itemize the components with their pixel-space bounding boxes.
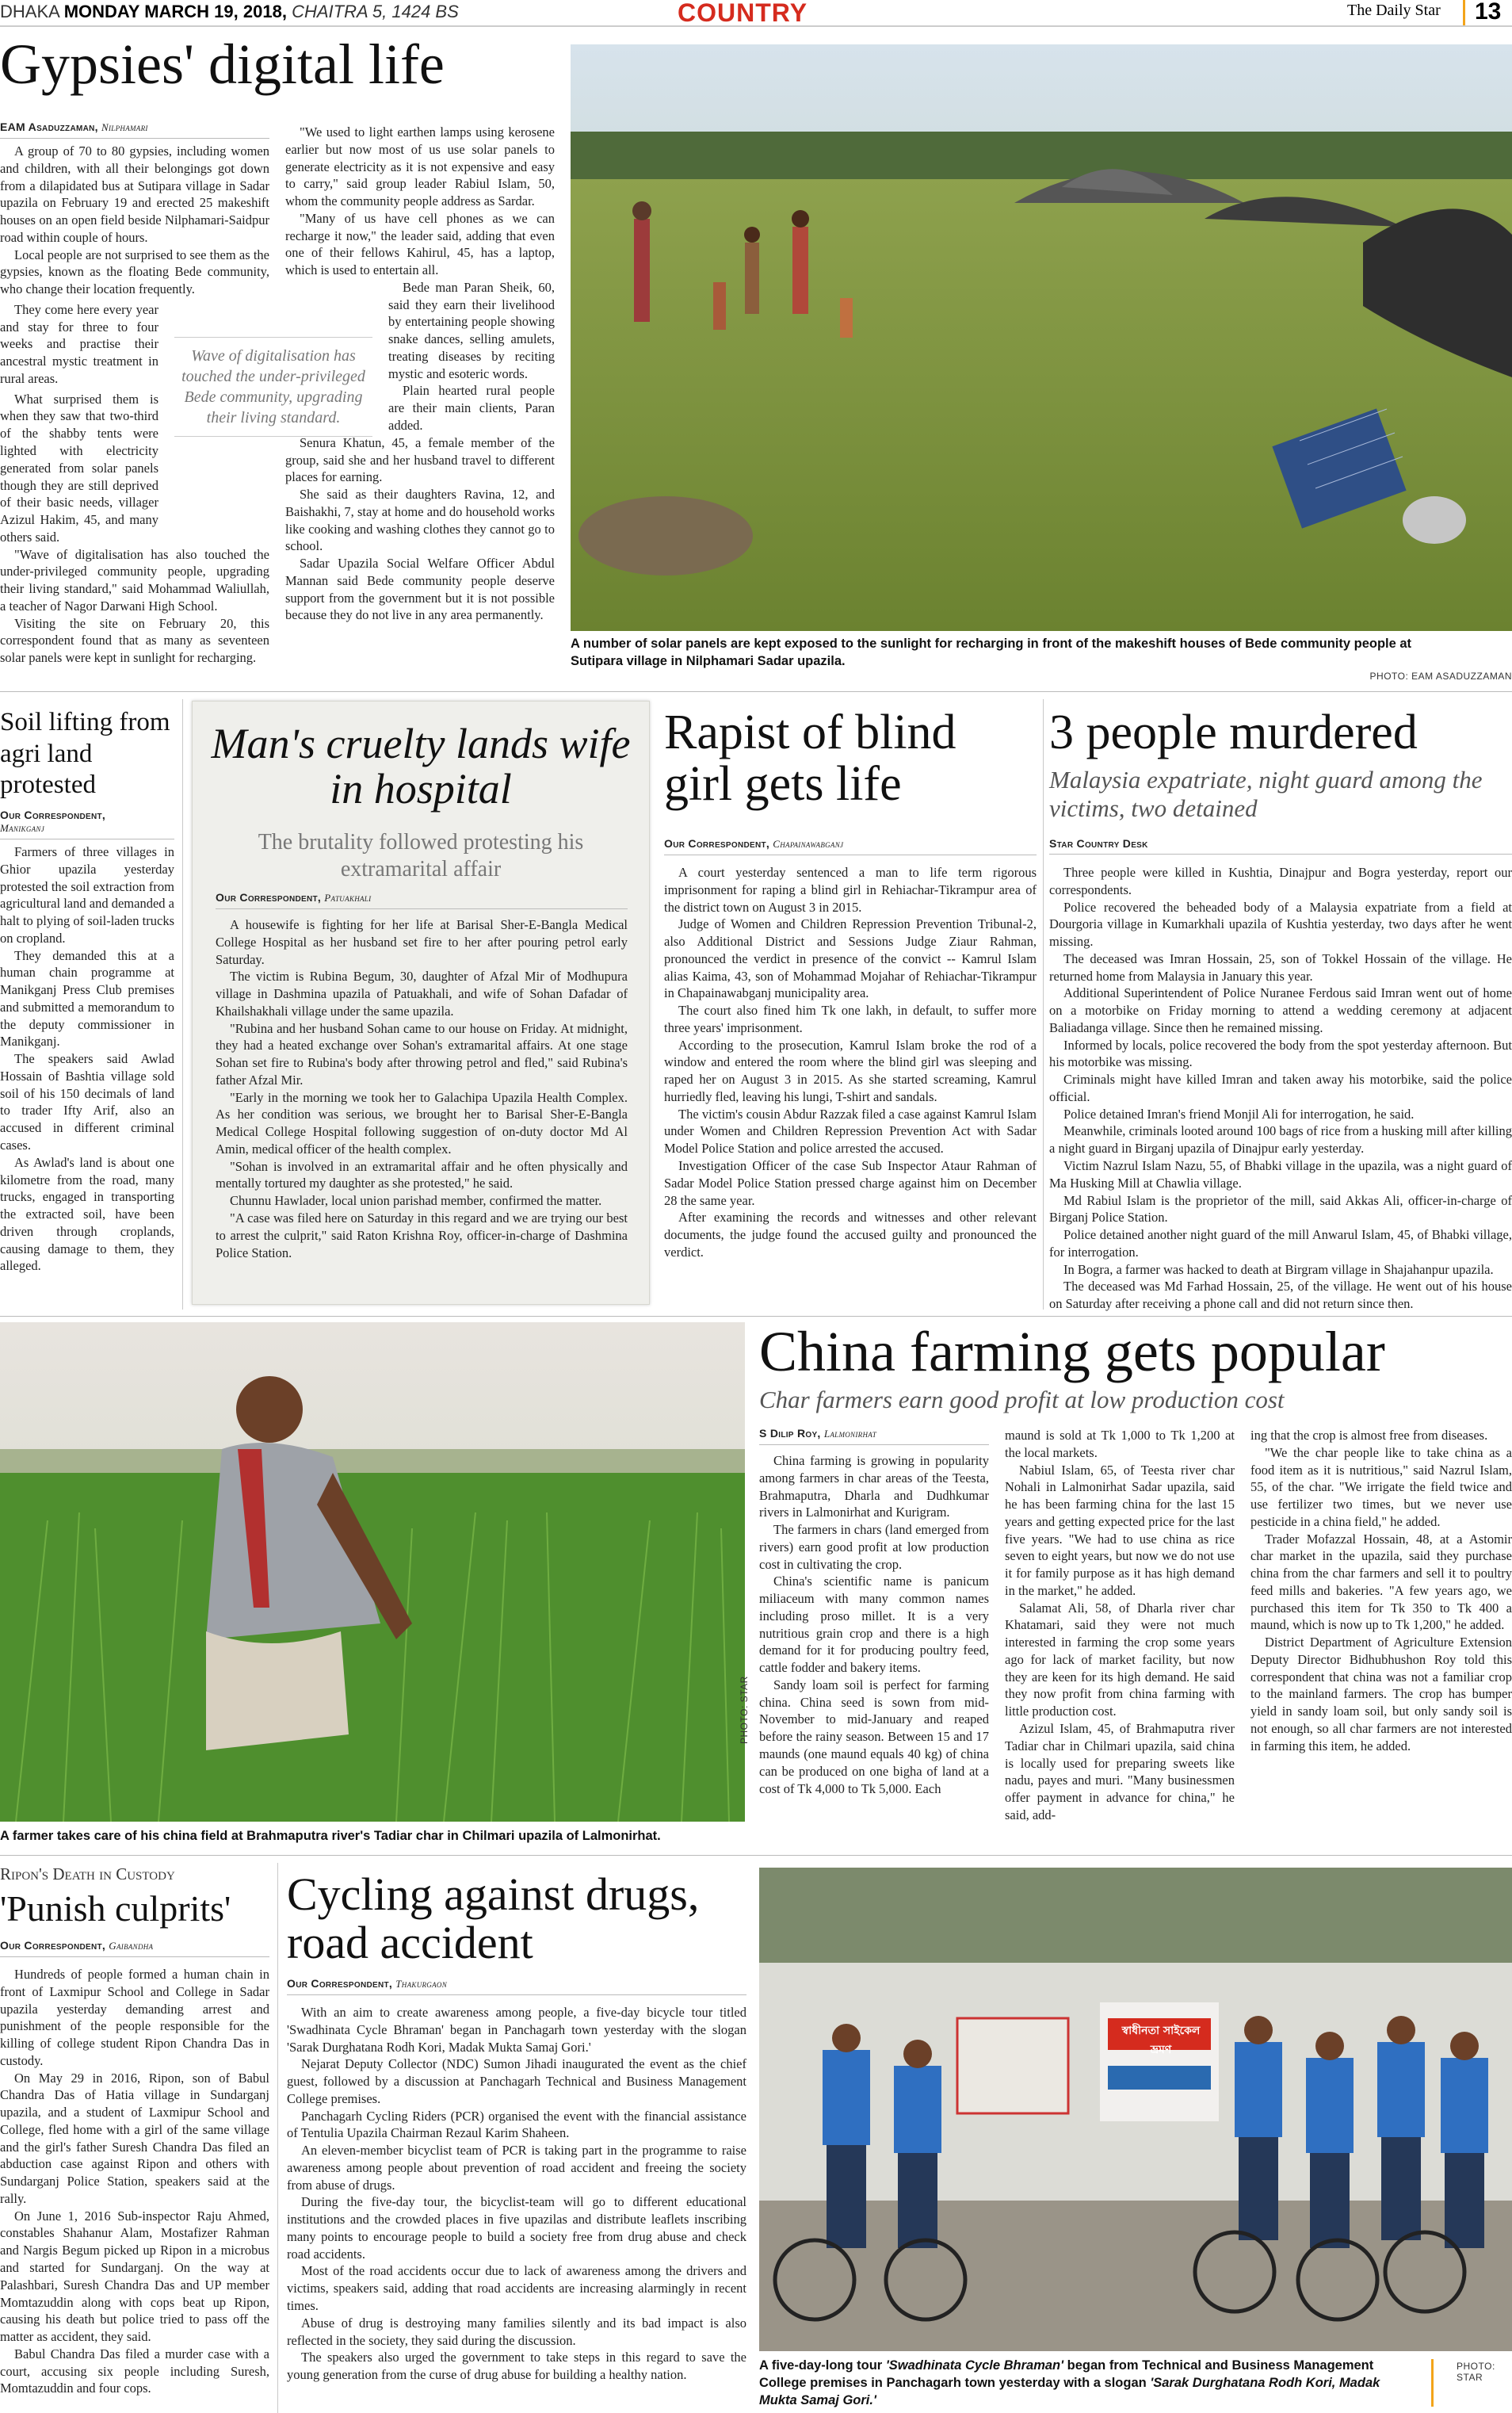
ripon-kicker: Ripon's Death in Custody: [0, 1864, 175, 1883]
gypsies-photo: [571, 44, 1512, 631]
china-photo: [0, 1322, 745, 1822]
cycling-photo: [759, 1868, 1512, 2351]
cycling-credit: PHOTO: STAR: [1457, 2361, 1495, 2383]
murdered-body: Three people were killed in Kushtia, Dinajpur and Bogra yesterday, report our correspondents. Police recovered the beheaded body of a Malaysia expatriate from a field at Dourgoria village in Kumarkhali upazila of Kushtia yesterday, two days after he went missing. The deceased was Imran Hossain, 25, son of Tokkel Hossain of the village. He returned home from Malaysia in January this year. Additional Superintendent of Police Nuranee Ferdous said Imran went out of home on a motorbike on Friday morning to attend a wedding ceremony at adjacent Baliadanga village. Since then he remained missing. Informed by locals, police recovered the body from the spot yesterday afternoon. But his motorbike was missing. Criminals might have killed Imran and taken away his motorbike, said the police official. Police detained Imran's friend Monjil Ali for interrogation, he said. Meanwhile, criminals looted around 100 bags of rice from a husking mill after killing a night guard in Birganj upazila of Dinajpur early yesterday. Victim Nazrul Islam Nazu, 55, of Bhabki village in the upazila, was a night guard of Ma Husking Mill at Chawlia village. Md Rabiul Islam is the proprietor of the mill, said Akkas Ali, officer-in-charge of Birganj Police Station. Police detained another night guard of the mill Anwarul Islam, 45, of Bhabki village, for interrogation. In Bogra, a farmer was hacked to death at Birgram village in Shajahanpur upazila. The deceased was Md Farhad Hossain, 25, of the village. He went out of his house on Saturday after receiving a phone call and did not return since then.: [1049, 865, 1512, 1312]
divider: [0, 1316, 1512, 1317]
soil-headline: Soil lifting from agri land protested: [0, 708, 170, 800]
cycling-headline: Cycling against drugs, road accident: [287, 1868, 700, 1968]
rapist-headline: Rapist of blind girl gets life: [664, 706, 956, 812]
ripon-body: Hundreds of people formed a human chain in front of Laxmipur School and College in Sadar upazila yesterday demanding arrest and punishment of the people responsible for the killing of college student Ripon Chandra Das in custody. On May 29 in 2016, Ripon, son of Babul Chandra Das of Hatia village in Sundarganj upazila, and a student of Laxmipur School and College, fled home with a girl of the same village and the girl's father Suresh Chandra Das filed an abduction case against Ripon and others with Sundarganj Police Station, speakers said at the rally. On June 1, 2016 Sub-inspector Raju Ahmed, constables Shahanur Alam, Mostafizer Rahman and Nargis Begum picked up Ripon in a microbus and started for Sundarganj. On the way at Palashbari, Suresh Chandra Das and UP member Momtazuddin along with cops beat up Ripon, causing his death but police tried to pass off the matter as accident, they said. Babul Chandra Das filed a murder case with a court, accusing six people including Suresh, Momtazuddin and four cops.: [0, 1967, 269, 2396]
divider: [277, 1863, 278, 2413]
gypsies-col2: "We used to light earthen lamps using kerosene earlier but now most of us use solar panels to generate electricity as it is not expensive and easy to carry," said group leader Rabiul Islam, 50, whom the community people address as Sardar. "Many of us have cell phones as we can recharge it now," the leader said, adding that even one of their fellows Kahirul, 45, has a laptop, which is used to entertain all. Bede man Paran Sheik, 60, said they earn their livelihood by entertaining people showing snake dances, selling amulets, treating diseases by reciting mystic and esoteric words. Plain hearted rural people are their main clients, Paran added. Senura Khatun, 45, a female member of the group, said she and her husband travel to different places for earning. She said as their daughters Ravina, 12, and Baishakhi, 7, stay at home and do household works like cooking and washing clothes they cannot go to school. Sadar Upazila Social Welfare Officer Abdul Mannan said Bede community people deserve support from the government but it is not possible because they do not live in any area permanently.: [285, 124, 555, 623]
china-byline: S Dilip Roy, Lalmonirhat: [759, 1427, 989, 1445]
rapist-byline: Our Correspondent, Chapainawabganj: [664, 837, 1037, 855]
cycling-credit-rule: [1431, 2359, 1434, 2407]
gypsies-pull-quote: Wave of digitalisation has touched the under-privileged Bede community, upgrading their living standard.: [174, 337, 372, 437]
gypsies-col1: A group of 70 to 80 gypsies, including women and children, with all their belongings got down from a dilapidated bus at Sutipara village in Sadar upazila on February 19 and erected 25 makeshift houses on an open field beside Nilphamari-Saidpur road within couple of hours. Local people are not surprised to see them as the gypsies, known as the floating Bede community, who change their location frequently. They come here every year and stay for three to four weeks and practise their ancestral mystic treatment in rural areas. What surprised them is when they saw that two-third of the shabby tents were lighted with electricity generated from solar panels though they are still deprived of their basic needs, villager Azizul Hakim, 45, and many others said. "Wave of digitalisation has also touched the under-privileged community people, upgrading their living standard," said Mohammad Waliullah, a teacher of Nagor Darwani High School. Visiting the site on February 20, this correspondent found that as many as seventeen solar panels were kept in sunlight for recharging.: [0, 143, 269, 666]
cycling-byline: Our Correspondent, Thakurgaon: [287, 1977, 746, 1995]
ripon-byline: Our Correspondent, Gaibandha: [0, 1939, 269, 1957]
ripon-headline: 'Punish culprits': [0, 1888, 231, 1929]
china-col2: maund is sold at Tk 1,000 to Tk 1,200 at the local markets. Nabiul Islam, 65, of Teesta river char Nohali in Lalmonirhat Sadar upazila, said he has been farming china for the last 15 years and getting expected price for the last five years. "We had to use china as rice seven to eight years, but now we do not use it for family purpose as it has high demand in the market," he added. Salamat Ali, 58, of Dharla river char Khatamari, said they were not much interested in farming the crop some years ago for lack of market facility, but now they are keen for its high demand. He said they now profit from china farming with little production cost. Azizul Islam, 45, of Brahmaputra river Tadiar char in Chilmari upazila, said china is locally used for preparing sweets like nadu, payes and muri. "Many businessmen offer payment in advance for china," he said, add-: [1005, 1428, 1235, 1822]
rapist-body: A court yesterday sentenced a man to life term rigorous imprisonment for raping a blind girl in Rehiachar-Tikrampur area of the district town on August 3 in 2015. Judge of Women and Children Repression Prevention Tribunal-2, also Additional District and Sessions Judge Ziaur Rahman, pronounced the verdict in presence of the convict -- Kamrul Islam alias Kaima, 43, son of Mohammad Mojahar of Rehiachar-Tikrampur in Chapainawabganj municipality area. The court also fined him Tk one lakh, in default, to suffer more three years' imprisonment. According to the prosecution, Kamrul Islam broke the rod of a window and entered the room where the blind girl was sleeping and raped her on August 3 in 2015. As she started screaming, Kamrul hurriedly fled, leaving his lungi, T-shirt and sandals. The victim's cousin Abdur Razzak filed a case against Kamrul Islam under Women and Children Repression Prevention Act with Sadar Model Police Station and police arrested the accused. Investigation Officer of the case Sub Inspector Ataur Rahman of Sadar Model Police Station pressed charge against him on December 28 the same year. After examining the records and witnesses and other relevant documents, the judge found the accused guilty and pronounced the verdict.: [664, 865, 1037, 1260]
murdered-byline: Star Country Desk: [1049, 837, 1512, 855]
gypsies-caption: A number of solar panels are kept exposed to the sunlight for recharging in front of the makeshift houses of Bede community people at Sutipara village in Nilphamari Sadar upazila.: [571, 637, 1412, 668]
section-title: COUNTRY: [678, 0, 808, 27]
dateline: DHAKA MONDAY MARCH 19, 2018, CHAITRA 5, 1424 BS: [0, 2, 459, 21]
cruelty-byline: Our Correspondent, Patuakhali: [216, 891, 628, 909]
masthead-logo: The Daily Star: [1347, 2, 1441, 19]
china-photo-credit: PHOTO: STAR: [739, 1676, 750, 1744]
divider: [0, 691, 1512, 692]
china-headline: China farming gets popular: [759, 1320, 1385, 1383]
divider: [1043, 699, 1044, 1310]
gypsies-headline: Gypsies' digital life: [0, 33, 445, 96]
murdered-headline: 3 people murdered: [1049, 706, 1418, 759]
page-header: [0, 0, 1512, 27]
cycling-body: With an aim to create awareness among people, a five-day bicycle tour titled 'Swadhinata Cycle Bhraman' began in Panchagarh town yesterday with the slogan 'Sarak Durghatana Rodh Kori, Madak Mukta Samaj Gori.' Nejarat Deputy Collector (NDC) Sumon Jihadi inaugurated the event as the chief guest, followed by a discussion at Panchagarh Technical and Business Management College premises. Panchagarh Cycling Riders (PCR) organised the event with the financial assistance of Tentulia Upazila Chairman Rezaul Karim Shaheen. An eleven-member bicyclist team of PCR is taking part in the programme to raise awareness among people about prevention of road accident and freeing the society from abuse of drugs. During the five-day tour, the bicyclist-team will go to different educational institutions and the crowded places in five upazilas and distribute leaflets inscribing many points to encourage people to build a society free from drug abuse and check road accidents. Most of the road accidents occur due to lack of awareness among the drivers and victims, speakers said, adding that road accidents are increasing alarmingly in recent times. Abuse of drug is destroying many families silently and its bad impact is also reflected in the society, they said during the discussion. The speakers also urged the government to take steps in this regard to save the young generation from the curse of drug abuse for building a healthy nation.: [287, 2005, 746, 2383]
soil-body: Farmers of three villages in Ghior upazila yesterday protested the soil extraction from agricultural land and demanded a halt to plying of soil-laden trucks on cropland. They demanded this at a human chain programme at Manikganj Press Club premises and submitted a memorandum to the deputy commissioner in Manikganj. The speakers said Awlad Hossain of Bashtia village sold soil of his 150 decimals of land to trader Ifty Arif, also an accused in different criminal cases. As Awlad's land is about one kilometre from the road, many trucks, engaged in transporting the extracted soil, have been driven through croplands, causing damage to them, they alleged.: [0, 844, 174, 1274]
page-number: 13: [1463, 0, 1501, 25]
china-col1: China farming is growing in popularity among farmers in char areas of the Teesta, Brahmaputra, Dharla and Dudhkumar rivers in Lalmonirhat and Kurigram. The farmers in chars (land emerged from rivers) earn good profit at low production cost in cultivating the crop. China's scientific name is panicum miliaceum with many common names including proso millet. It is a very nutritious grain crop and there is a high demand for it for producing poultry feed, cattle fodder and bakery items. Sandy loam soil is perfect for farming china. China seed is sown from mid-November to mid-January and reaped before the rainy season. Between 15 and 17 maunds (one maund equals 40 kg) of china can be produced on one bigha of land at a cost of Tk 4,000 to Tk 5,000. Each: [759, 1453, 989, 1796]
cruelty-deck: The brutality followed protesting his extramarital affair: [258, 830, 584, 881]
gypsies-credit: PHOTO: EAM ASADUZZAMAN: [1369, 671, 1512, 682]
murdered-deck: Malaysia expatriate, night guard among the victims, two detained: [1049, 766, 1483, 822]
cycling-caption: A five-day-long tour 'Swadhinata Cycle Bhraman' began from Technical and Business Management College premises in Panchagarh town yesterday with a slogan 'Sarak Durghatana Rodh Kori, Madak Mukta Samaj Gori.': [759, 2358, 1380, 2407]
cruelty-body: A housewife is fighting for her life at Barisal Sher-E-Bangla Medical College Hospital as her husband set fire to her after pouring petrol early Saturday. The victim is Rubina Begum, 30, daughter of Afzal Mir of Modhupura village in Dashmina upazila of Patuakhali, and wife of Sohan Dafadar of Khailshakhali village under the same upazila. "Rubina and her husband Sohan came to our house on Friday. At midnight, they had a heated exchange over Sohan's extramarital affairs. At one stage Sohan set fire to Rubina's body after throwing petrol and fled," said Rubina's father Afzal Mir. "Early in the morning we took her to Galachipa Upazila Health Complex. As her condition was serious, we brought her to Barisal Sher-E-Bangla Medical College Hospital following suggestion of on-duty doctor Md Al Amin, medical officer of the health complex. "Sohan is involved in an extramarital affair and he often physically and mentally tortured my daughter as she protested," he said. Chunnu Hawlader, local union parishad member, confirmed the matter. "A case was filed here on Saturday in this regard and we are trying our best to arrest the culprit," said Raton Krishna Roy, officer-in-charge of Dashmina Police Station.: [216, 917, 628, 1260]
cycling-banner-text: স্বাধীনতা সাইকেল ভ্রমণ: [1121, 2025, 1201, 2056]
china-col3: ing that the crop is almost free from diseases. "We the char people like to take china as a food item as it is nutritious," said Nazrul Islam, 55, of the char. "We irrigate the field twice and use fertilizer two times, but we never use pesticide in a china field," he added. Trader Mofazzal Hossain, 48, at a Astomir char market in the upazila, said they purchase china from the char farmers and sell it to poultry feed mills and bakeries. "A few years ago, we purchased this item for Tk 350 to Tk 400 a maund, which is now up to Tk 1,200," he added. District Department of Agriculture Extension Deputy Director Bidhubhushon Roy told this correspondent that china was not a familiar crop to the mainland farmers. The crop has bumper yield in sandy loam soil, but only sandy soil is not enough, so all char farmers are not interested in farming this item, he added.: [1250, 1428, 1512, 1753]
divider: [182, 699, 183, 1310]
china-deck: Char farmers earn good profit at low production cost: [759, 1386, 1285, 1413]
soil-byline: Our Correspondent, Manikganj: [0, 809, 174, 839]
divider: [0, 1855, 1512, 1856]
gypsies-byline: EAM Asaduzzaman, Nilphamari: [0, 120, 269, 139]
china-caption: A farmer takes care of his china field at Brahmaputra river's Tadiar char in Chilmari upazila of Lalmonirhat.: [0, 1829, 661, 1843]
cruelty-headline: Man's cruelty lands wife in hospital: [211, 720, 631, 813]
